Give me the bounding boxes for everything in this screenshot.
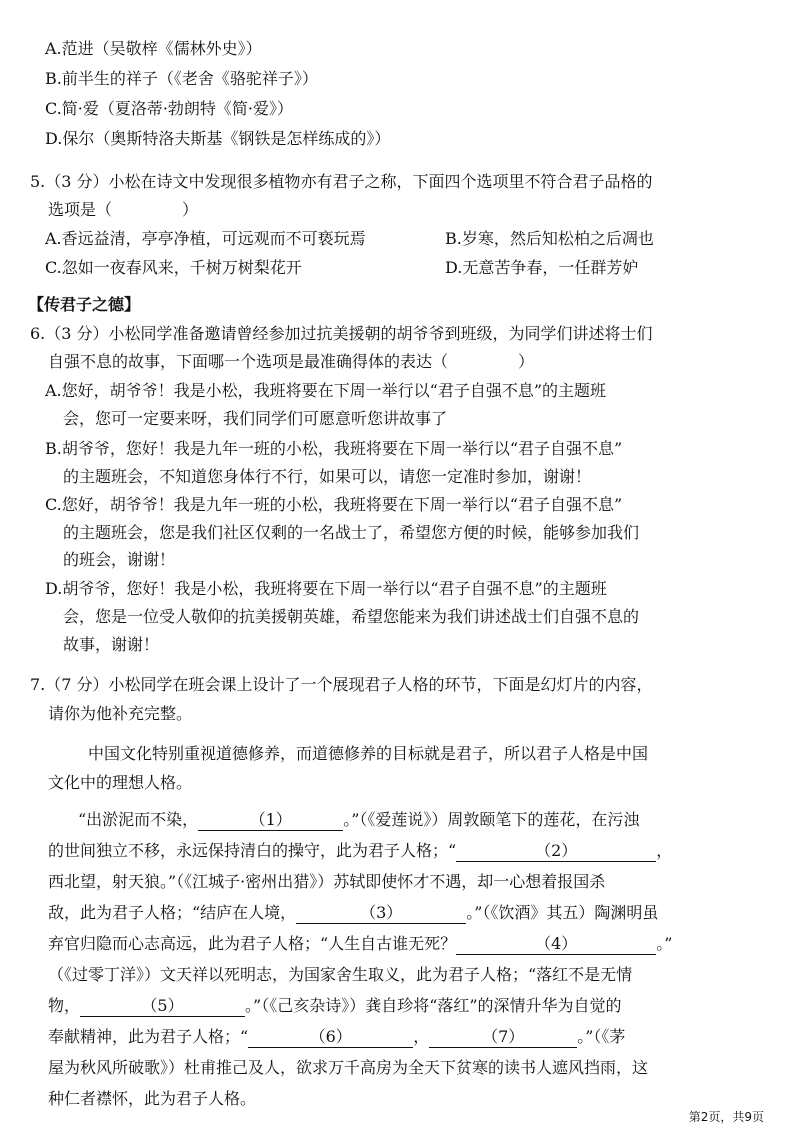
q6-stem-line2: [48, 351, 534, 373]
q6-option-b-line2: 的主题班会，不知道您身体行不行，如果可以，请您一定准时参加，谢谢！: [63, 467, 592, 486]
q7-l5-text-b: 。”: [656, 934, 673, 953]
q5-option-d: D.无意苦争春，一任群芳妒: [445, 258, 639, 277]
q7-line-5: [48, 933, 672, 955]
q7-l7-text-b: 。”（《己亥杂诗》）龚自珍将“落红”的深情升华为自觉的: [245, 996, 622, 1015]
q6-option-d-line2: 会，您是一位受人敬仰的抗美援朝英雄，希望您能来为我们讲述战士们自强不息的: [63, 607, 640, 626]
q5-option-a: A.香远益清，亭亭净植，可远观而不可亵玩焉: [45, 229, 366, 248]
q7-l2-text-a: 的世间独立不移，永远保持清白的操守，此为君子人格；“: [48, 841, 457, 860]
q6-option-d-line3: 故事，谢谢！: [63, 635, 160, 654]
q4-option-c: C.简·爱（夏洛蒂·勃朗特《简·爱》）: [45, 99, 294, 118]
q6-stem-line1: 6.（3 分）小松同学准备邀请曾经参加过抗美援朝的胡爷爷到班级，为同学们讲述将士们: [30, 324, 653, 343]
fill-blank-3[interactable]: （3）: [296, 903, 466, 924]
fill-blank-7[interactable]: （7）: [429, 1027, 577, 1048]
q7-stem-line2: 请你为他补充完整。: [48, 704, 193, 723]
q4-option-b: B.前半生的祥子（《老舍《骆驼祥子》）: [45, 69, 318, 88]
q5-stem-close: ）: [182, 200, 199, 219]
q7-l8-text-c: 。”（《茅: [577, 1027, 626, 1046]
q6-option-c-line3: 的班会，谢谢！: [63, 550, 176, 569]
q7-l5-text-a: 弃官归隐而心志高远，此为君子人格；“人生自古谁无死？: [48, 934, 457, 953]
q5-option-c: C.忽如一夜春风来，千树万树梨花开: [45, 258, 302, 277]
q4-option-a: A.范进（吴敬梓《儒林外史》）: [45, 39, 262, 58]
q7-l7-text-a: 物，: [48, 996, 81, 1015]
q7-l4-text-a: 敌，此为君子人格；“结庐在人境，: [48, 903, 297, 922]
q7-line-8: [48, 1026, 625, 1048]
q7-line-7: [48, 995, 622, 1017]
q7-line-10: 种仁者襟怀，此为君子人格。: [48, 1089, 257, 1108]
q6-option-b-line1: B.胡爷爷，您好！我是九年一班的小松，我班将要在下周一举行以“君子自强不息”: [45, 439, 623, 458]
q7-intro-line1: 中国文化特别重视道德修养，而道德修养的目标就是君子，所以君子人格是中国: [88, 744, 649, 763]
q7-l2-text-b: ，: [656, 841, 673, 860]
q7-l1-text-a: “出淤泥而不染，: [78, 810, 199, 829]
q7-l4-text-b: 。”（《饮酒》其五）陶渊明虽: [466, 903, 659, 922]
fill-blank-2[interactable]: （2）: [456, 841, 656, 862]
q6-option-c-line1: C.您好，胡爷爷！我是九年一班的小松，我班将要在下周一举行以“君子自强不息”: [45, 495, 623, 514]
q6-stem-text: 自强不息的故事，下面哪一个选项是最准确得体的表达（: [48, 352, 449, 371]
q5-stem-line1: 5.（3 分）小松在诗文中发现很多植物亦有君子之称，下面四个选项里不符合君子品格的: [30, 172, 653, 191]
q6-option-c-line2: 的主题班会，您是我们社区仅剩的一名战士了，希望您方便的时候，能够参加我们: [63, 523, 640, 542]
q7-stem-line1: 7.（7 分）小松同学在班会课上设计了一个展现君子人格的环节，下面是幻灯片的内容，: [30, 675, 653, 694]
q6-stem-close: ）: [518, 352, 535, 371]
q7-line-6: （《过零丁洋》）文天祥以死明志，为国家舍生取义，此为君子人格；“落红不是无情: [48, 965, 633, 984]
q6-option-a-line1: A.您好，胡爷爷！我是小松，我班将要在下周一举行以“君子自强不息”的主题班: [45, 381, 607, 400]
q6-option-a-line2: 会，您可一定要来呀，我们同学们可愿意听您讲故事了: [63, 409, 448, 428]
q7-l8-text-b: ，: [413, 1027, 430, 1046]
q7-l8-text-a: 奉献精神，此为君子人格；“: [48, 1027, 249, 1046]
page-number: 第2页，共9页: [688, 1110, 764, 1124]
q6-option-d-line1: D.胡爷爷，您好！我是小松，我班将要在下周一举行以“君子自强不息”的主题班: [45, 579, 607, 598]
fill-blank-6[interactable]: （6）: [248, 1027, 413, 1048]
q7-line-3: 西北望，射天狼。”（《江城子·密州出猎》）苏轼即使怀才不遇，却一心想着报国杀: [48, 872, 606, 891]
fill-blank-5[interactable]: （5）: [80, 996, 245, 1017]
q4-option-d: D.保尔（奥斯特洛夫斯基《钢铁是怎样练成的》）: [45, 129, 391, 148]
q7-l1-text-b: 。”（《爱莲说》）周敦颐笔下的莲花，在污浊: [343, 810, 640, 829]
q7-line-1: [78, 809, 639, 831]
q7-line-2: [48, 840, 672, 862]
fill-blank-4[interactable]: （4）: [456, 934, 656, 955]
q5-stem-line2: [48, 199, 198, 221]
q7-line-4: [48, 902, 658, 924]
q7-intro-line2: 文化中的理想人格。: [48, 773, 193, 792]
q5-option-b: B.岁寒，然后知松柏之后凋也: [445, 229, 654, 248]
fill-blank-1[interactable]: （1）: [198, 810, 343, 831]
q5-stem-text: 选项是（: [48, 200, 113, 219]
q7-line-9: 屋为秋风所破歌》）杜甫推己及人，欲求万千高房为全天下贫寒的读书人遮风挡雨，这: [48, 1058, 649, 1077]
section-title: 【传君子之德】: [28, 295, 141, 314]
